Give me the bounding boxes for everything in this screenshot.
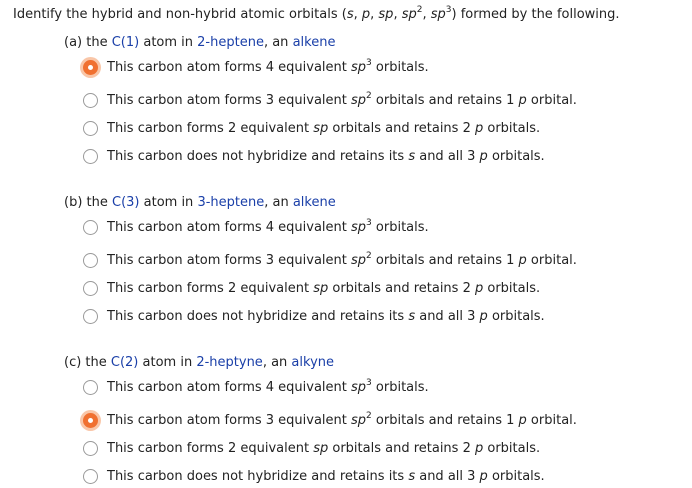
option-c-1[interactable] — [83, 378, 429, 396]
q-mid: atom in — [139, 195, 198, 210]
option-text: This carbon does not hybridize and retains its s and all 3 p orbitals. — [107, 308, 545, 324]
q-mid: atom in — [139, 35, 198, 50]
option-text: This carbon does not hybridize and retains its s and all 3 p orbitals. — [107, 468, 545, 484]
question-b-label — [64, 195, 336, 210]
prompt-sup2: 2 — [416, 5, 423, 15]
option-b-4[interactable] — [83, 307, 545, 325]
option-text: This carbon atom forms 3 equivalent $sp^2$ orbitals and retains 1 p orbital. — [107, 250, 577, 268]
prompt-sp3: sp — [430, 7, 446, 22]
radio-button[interactable] — [83, 413, 98, 428]
prompt-s: s — [346, 7, 354, 22]
option-text: This carbon atom forms 4 equivalent $sp^3$ orbitals. — [107, 57, 429, 75]
prompt-p: p — [361, 7, 371, 22]
question-a-label — [64, 35, 335, 50]
radio-button[interactable] — [83, 380, 98, 395]
option-a-4[interactable] — [83, 147, 545, 165]
q-prefix: (a) the — [64, 35, 112, 50]
radio-button[interactable] — [83, 309, 98, 324]
radio-button[interactable] — [83, 121, 98, 136]
q-sep: , an — [263, 35, 293, 50]
compound-link[interactable]: 2-heptyne — [196, 355, 263, 370]
q-prefix: (b) the — [64, 195, 112, 210]
atom-link[interactable]: C(1) — [111, 35, 140, 50]
option-text: This carbon forms 2 equivalent sp orbitals and retains 2 p orbitals. — [107, 280, 541, 296]
compound-link[interactable]: 2-heptene — [197, 35, 264, 50]
family-link[interactable]: alkene — [292, 195, 336, 210]
prompt-sep: , — [422, 7, 431, 22]
compound-link[interactable]: 3-heptene — [197, 195, 265, 210]
prompt-sep: , — [353, 7, 362, 22]
option-a-2[interactable] — [83, 91, 577, 109]
radio-button[interactable] — [83, 60, 98, 75]
question-c-label — [64, 355, 334, 370]
option-a-3[interactable] — [83, 119, 540, 137]
atom-link[interactable]: C(3) — [112, 195, 140, 210]
q-mid: atom in — [138, 355, 197, 370]
option-text: This carbon atom forms 3 equivalent $sp^2$ orbitals and retains 1 p orbital. — [107, 90, 577, 108]
q-sep: , an — [262, 355, 292, 370]
option-text: This carbon atom forms 3 equivalent $sp^2$ orbitals and retains 1 p orbital. — [107, 410, 577, 428]
option-text: This carbon atom forms 4 equivalent $sp^3$ orbitals. — [107, 217, 429, 235]
option-text: This carbon does not hybridize and retains its s and all 3 p orbitals. — [107, 148, 545, 164]
radio-button[interactable] — [83, 469, 98, 484]
family-link[interactable]: alkyne — [291, 355, 334, 370]
prompt-sep: , — [393, 7, 402, 22]
family-link[interactable]: alkene — [292, 35, 336, 50]
prompt-sep: , — [370, 7, 379, 22]
option-text: This carbon forms 2 equivalent sp orbitals and retains 2 p orbitals. — [107, 440, 541, 456]
radio-button[interactable] — [83, 281, 98, 296]
radio-button[interactable] — [83, 149, 98, 164]
option-c-4[interactable] — [83, 467, 545, 485]
option-a-1[interactable] — [83, 58, 429, 76]
question-prompt — [13, 7, 620, 22]
option-c-2[interactable] — [83, 411, 577, 429]
atom-link[interactable]: C(2) — [110, 355, 139, 370]
radio-button[interactable] — [83, 220, 98, 235]
option-c-3[interactable] — [83, 439, 540, 457]
prompt-lead: Identify the hybrid and non-hybrid atomic orbitals ( — [13, 7, 347, 22]
prompt-sp2: sp — [401, 7, 417, 22]
q-sep: , an — [264, 195, 293, 210]
prompt-sup3: 3 — [445, 5, 452, 15]
option-text: This carbon forms 2 equivalent sp orbitals and retains 2 p orbitals. — [107, 120, 541, 136]
option-b-1[interactable] — [83, 218, 429, 236]
prompt-sp: sp — [378, 7, 394, 22]
option-b-3[interactable] — [83, 279, 540, 297]
radio-button[interactable] — [83, 93, 98, 108]
radio-button[interactable] — [83, 253, 98, 268]
option-b-2[interactable] — [83, 251, 577, 269]
radio-button[interactable] — [83, 441, 98, 456]
option-text: This carbon atom forms 4 equivalent $sp^3$ orbitals. — [107, 377, 429, 395]
q-prefix: (c) the — [64, 355, 111, 370]
prompt-tail: ) formed by the following. — [451, 7, 620, 22]
